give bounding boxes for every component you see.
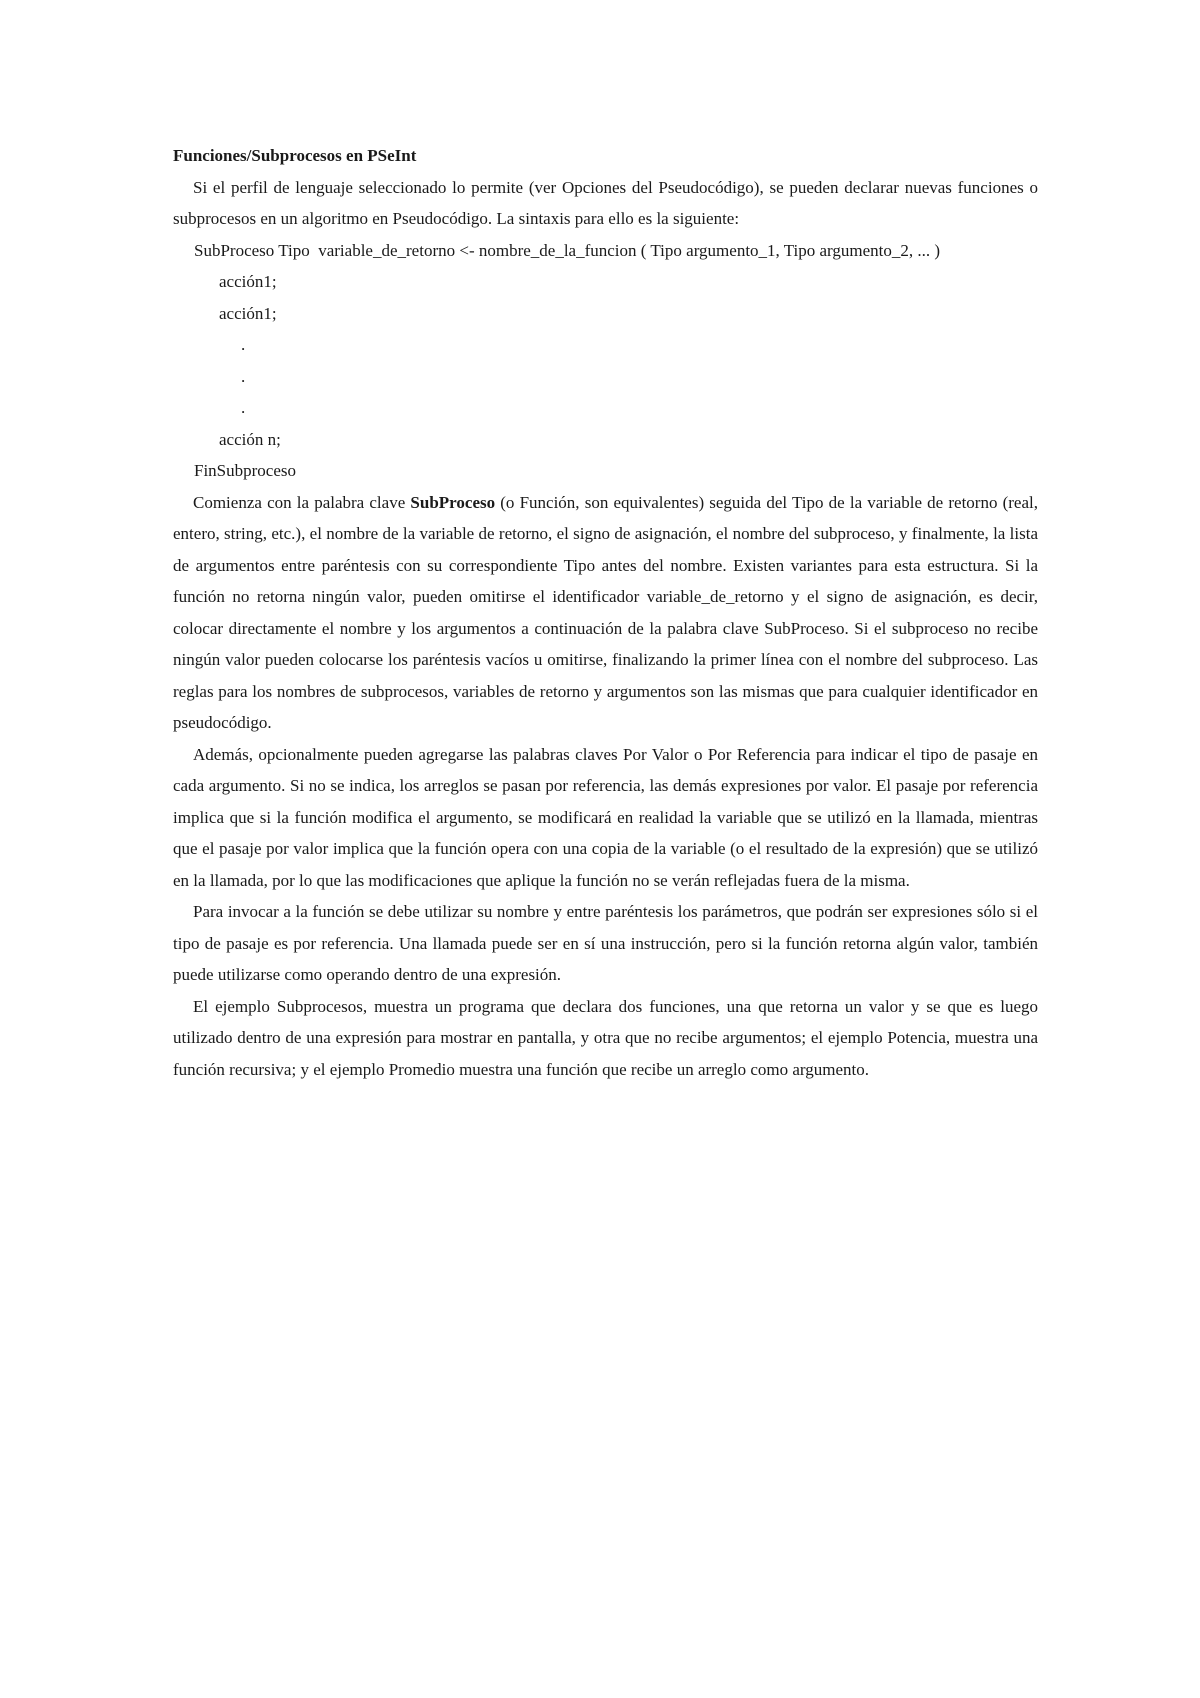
code-header-line: SubProceso Tipo variable_de_retorno <- nombre_de_la_funcion ( Tipo argumento_1, Tipo argumento_2, ... ) bbox=[194, 240, 941, 260]
pass-mode-paragraph: Además, opcionalmente pueden agregarse las palabras claves Por Valor o Por Referencia para indicar el tipo de pasaje en cada argumento. Si no se indica, los arreglos se pasan por referencia, las demás expresiones por valor. El pasaje por referencia implica que si la función modifica el argumento, se modificará en realidad la variable que se utilizó en la llamada, mientras que el pasaje por valor implica que la función opera con una copia de la variable (o el resultado de la expresión) que se utilizó en la llamada, por lo que las modificaciones que aplique la función no se verán reflejadas fuera de la misma. bbox=[173, 744, 1038, 890]
keyword-subproceso: SubProceso bbox=[410, 492, 496, 512]
code-ellipsis-dot: . bbox=[241, 366, 246, 386]
document-title: Funciones/Subprocesos en PSeInt bbox=[173, 146, 417, 165]
code-block bbox=[173, 235, 1038, 487]
code-action-line: acción1; bbox=[219, 272, 277, 291]
text-run: Comienza con la palabra clave bbox=[193, 492, 411, 512]
code-ellipsis-dot: . bbox=[241, 335, 246, 354]
examples-paragraph: El ejemplo Subprocesos, muestra un programa que declara dos funciones, una que retorna un valor y se que es luego utilizado dentro de una expresión para mostrar en pantalla, y otra que no recibe argumentos; el ejemplo Potencia, muestra una función recursiva; y el ejemplo Promedio muestra una función que recibe un arreglo como argumento. bbox=[173, 996, 1038, 1079]
intro-paragraph: Si el perfil de lenguaje seleccionado lo permite (ver Opciones del Pseudocódigo), se pueden declarar nuevas funciones o subprocesos en un algoritmo en Pseudocódigo. La sintaxis para ello es la siguiente: bbox=[173, 177, 1038, 228]
code-action-line: acción1; bbox=[219, 303, 277, 323]
code-ellipsis-dot: . bbox=[241, 398, 246, 417]
code-end-line: FinSubproceso bbox=[194, 461, 296, 480]
invocation-paragraph: Para invocar a la función se debe utilizar su nombre y entre paréntesis los parámetros, que podrán ser expresiones sólo si el tipo de pasaje es por referencia. Una llamada puede ser en sí una instrucción, pero si la función retorna algún valor, también puede utilizarse como operando dentro de una expresión. bbox=[173, 902, 1038, 984]
text-run: (o Función, son equivalentes) seguida del Tipo de la variable de retorno (real, entero, string, etc.), el nombre de la variable de retorno, el signo de asignación, el nombre del subproceso, y finalmente, la lista de argumentos entre paréntesis con su correspondiente Tipo antes del nombre. Existen variantes para esta estructura. Si la función no retorna ningún valor, pueden omitirse el identificador variable_de_retorno y el signo de asignación, es decir, colocar directamente el nombre y los argumentos a continuación de la palabra clave SubProceso. Si el subproceso no recibe ningún valor pueden colocarse los paréntesis vacíos u omitirse, finalizando la primer línea con el nombre del subproceso. Las reglas para los nombres de subprocesos, variables de retorno y argumentos son las mismas que para cualquier identificador en pseudocódigo. bbox=[173, 492, 1038, 732]
syntax-description-paragraph bbox=[173, 487, 1038, 739]
document-page bbox=[173, 140, 1038, 1085]
code-action-n-line: acción n; bbox=[219, 429, 281, 449]
